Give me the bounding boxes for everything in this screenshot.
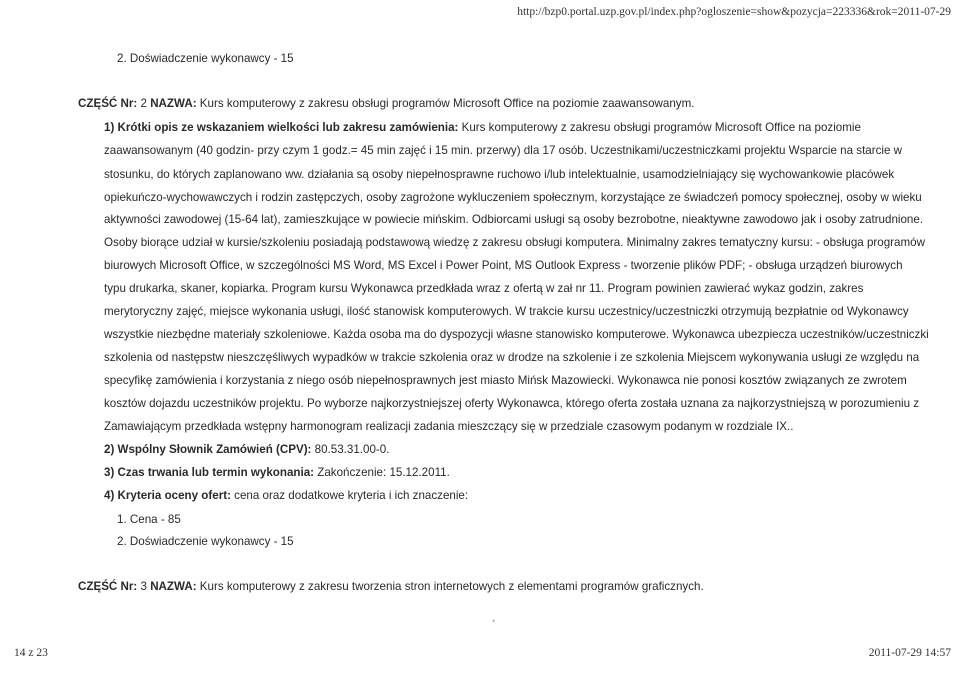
page-url: http://bzp0.portal.uzp.gov.pl/index.php?ogloszenie=show&pozycja=223336&rok=2011-07-29 <box>517 6 951 18</box>
description-first-line <box>104 121 861 134</box>
scan-dot-mark: • <box>492 616 496 626</box>
criteria-line <box>104 489 468 502</box>
description-line: Zamawiającym przedkłada wstępny harmonogram realizacji zadania mieszczący się w przedziale czasowym podanym w rozdziale IX.. <box>104 420 794 433</box>
part-heading <box>78 97 694 110</box>
description-line: kosztów dojazdu uczestników projektu. Po wyborze najkorzystniejszej oferty Wykonawca, którego oferta została uznana za najkorzystniejszą w porozumieniu z <box>104 397 920 410</box>
criteria-item: 1. Cena - 85 <box>117 513 181 526</box>
czesc-number: 3 <box>140 580 147 593</box>
czesc-number: 2 <box>140 97 147 110</box>
criteria-label: 4) Kryteria oceny ofert: <box>104 489 231 502</box>
description-line: Osoby biorące udział w kursie/szkoleniu posiadają podstawową wiedzę z zakresu obsługi komputera. Minimalny zakres tematyczny kursu: - obsługa programów <box>104 236 925 249</box>
cpv-line <box>104 443 389 456</box>
czesc-label: CZĘŚĆ Nr: <box>78 580 138 593</box>
nazwa-label: NAZWA: <box>150 580 197 593</box>
description-line: specyfikę zamówienia i korzystania z niego osób niepełnosprawnych jest miasto Mińsk Mazowiecki. Wykonawca nie ponosi kosztów związanych ze zwrotem <box>104 374 907 387</box>
part-heading <box>78 580 704 593</box>
description-line: biurowych Microsoft Office, w szczególności MS Word, MS Excel i Power Point, MS Outlook Express - tworzenie plików PDF; - obsługa urządzeń biurowych <box>104 259 903 272</box>
criteria-item: 2. Doświadczenie wykonawcy - 15 <box>117 535 294 548</box>
nazwa-value: Kurs komputerowy z zakresu obsługi programów Microsoft Office na poziomie zaawansowanym. <box>199 97 695 110</box>
description-line: typu drukarka, skaner, kopiarka. Program kursu Wykonawca przedkłada wraz z ofertą w zał nr 11. Program powinien zawierać wykaz godzin, zakres <box>104 282 864 295</box>
description-line: szkolenia od następstw nieszczęśliwych wypadków w trakcie szkolenia oraz w drodze na szkolenie i ze szkolenia Miejscem wykonywania usługi ze względu na <box>104 351 920 364</box>
description-label: 1) Krótki opis ze wskazaniem wielkości lub zakresu zamówienia: <box>104 121 459 134</box>
page-number: 14 z 23 <box>14 647 48 659</box>
criteria-value: cena oraz dodatkowe kryteria i ich znaczenie: <box>234 489 469 502</box>
description-line: wszystkie niezbędne materiały szkoleniowe. Każda osoba ma do dyspozycji własne stanowisko komputerowe. Wykonawca ubezpiecza uczestników/uczestniczki <box>104 328 929 341</box>
description-text: Kurs komputerowy z zakresu obsługi programów Microsoft Office na poziomie <box>461 121 861 134</box>
nazwa-label: NAZWA: <box>150 97 197 110</box>
duration-value: Zakończenie: 15.12.2011. <box>317 466 450 479</box>
description-line: stosunku, do których zaplanowano ww. działania są osoby niepełnosprawne ruchowo i/lub intelektualnie, usamodzielniający się wychowankowie placówek <box>104 168 895 181</box>
criteria-item: 2. Doświadczenie wykonawcy - 15 <box>117 52 294 65</box>
print-datetime: 2011-07-29 14:57 <box>868 647 951 659</box>
description-line: aktywności zawodowej (15-64 lat), zamieszkujące w powiecie mińskim. Odbiorcami usługi są osoby bezrobotne, nieaktywne zawodowo jak i osoby zatrudnione. <box>104 213 924 226</box>
description-line: opiekuńczo-wychowawczych i rodzin zastępczych, osoby zagrożone wykluczeniem społecznym, korzystające ze świadczeń pomocy społecznej, osoby w wieku <box>104 191 922 204</box>
nazwa-value: Kurs komputerowy z zakresu tworzenia stron internetowych z elementami programów graficznych. <box>199 580 704 593</box>
cpv-value: 80.53.31.00-0. <box>314 443 390 456</box>
czesc-label: CZĘŚĆ Nr: <box>78 97 138 110</box>
duration-line <box>104 466 450 479</box>
description-line: zaawansowanym (40 godzin- przy czym 1 godz.= 45 min zajęć i 15 min. przerwy) dla 17 osób. Uczestnikami/uczestniczkami projektu Wsparcie na starcie w <box>104 144 903 157</box>
description-line: merytoryczny zajęć, miejsce wykonania usługi, ilość stanowisk komputerowych. W trakcie kursu uczestnicy/uczestniczki otrzymują bezpłatnie od Wykonawcy <box>104 305 909 318</box>
duration-label: 3) Czas trwania lub termin wykonania: <box>104 466 315 479</box>
cpv-label: 2) Wspólny Słownik Zamówień (CPV): <box>104 443 312 456</box>
